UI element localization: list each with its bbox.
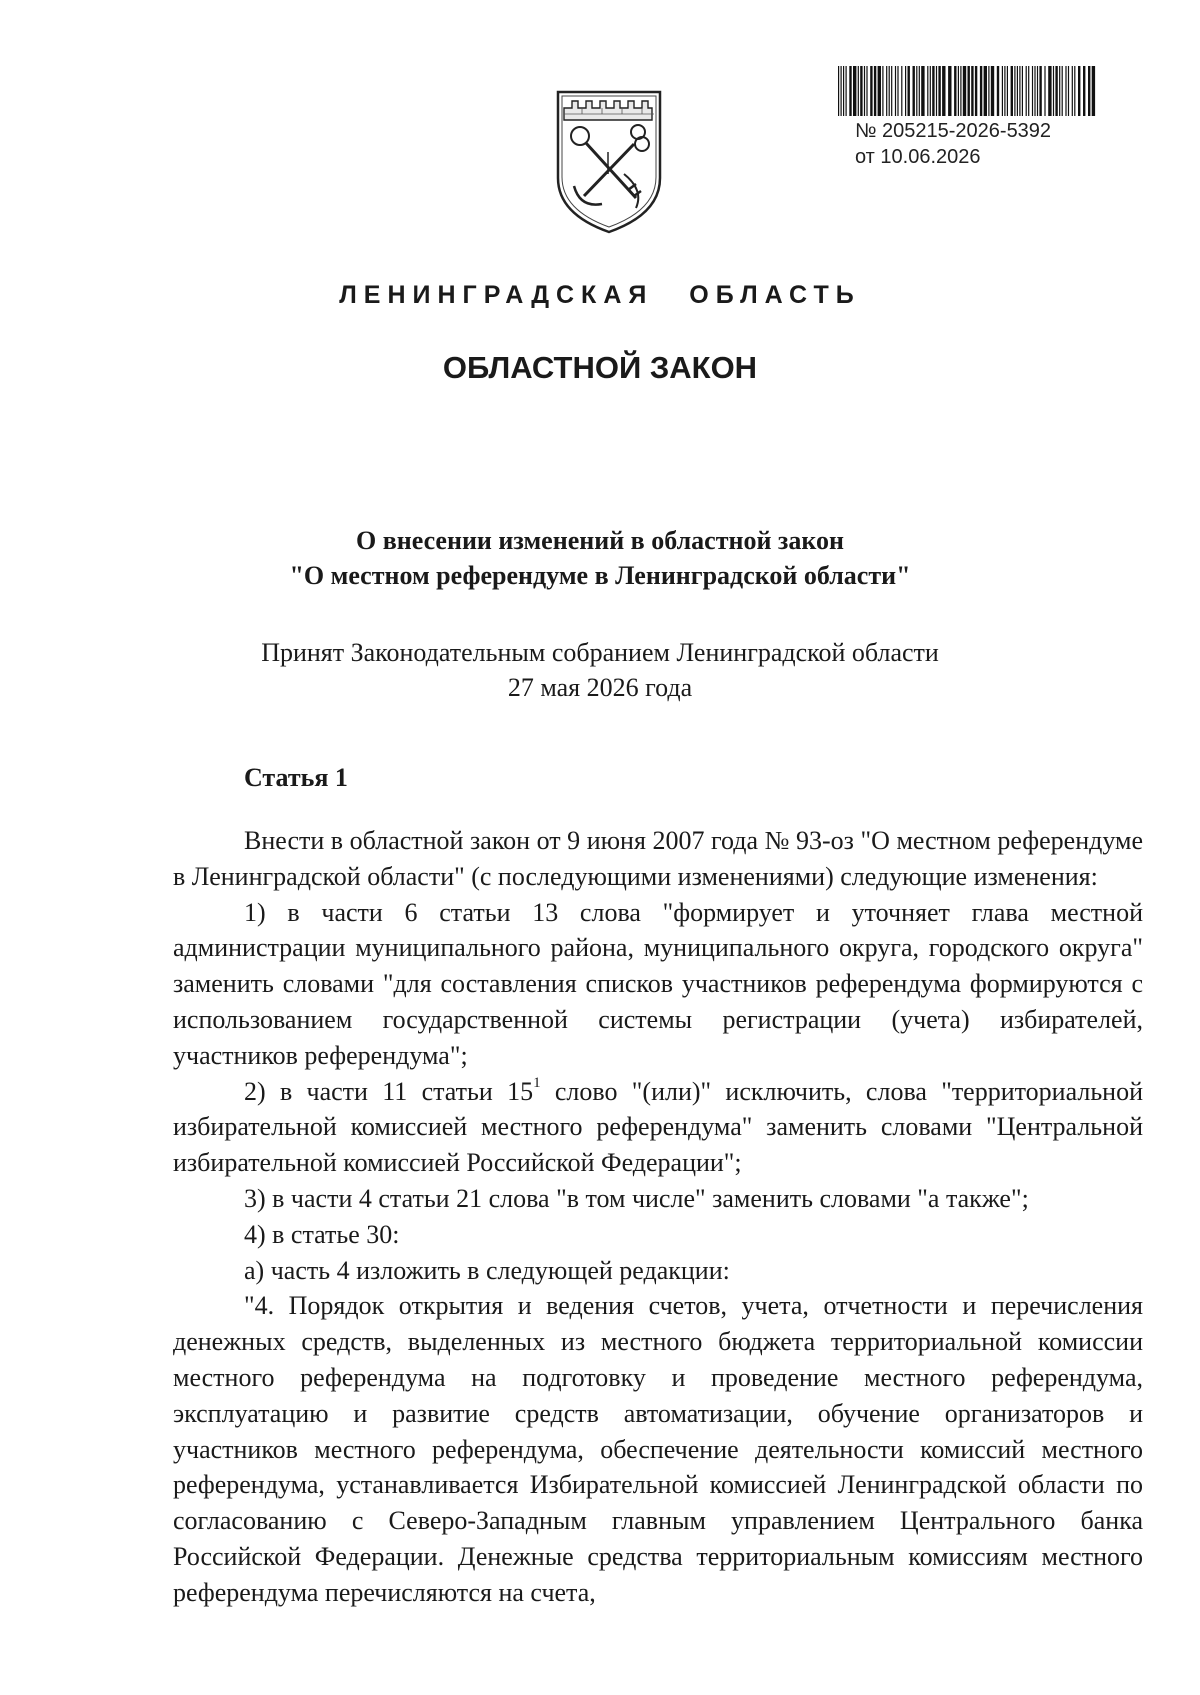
paragraph-item-3: 3) в части 4 статьи 21 слова "в том числе" заменить словами "а также"; bbox=[244, 1183, 1029, 1213]
paragraph-subitem-a: а) часть 4 изложить в следующей редакции: bbox=[244, 1255, 730, 1285]
paragraph-item-1: 1) в части 6 статьи 13 слова "формирует и уточняет глава местной администрации муниципального района, муниципального округа, городского округа" заменить словами "для составления списков участников референдума формируются с использованием государственной системы регистрации (учета) избирателей, участников референдума"; bbox=[173, 897, 1143, 1070]
barcode-bar bbox=[1083, 66, 1085, 116]
barcode-bar bbox=[901, 66, 902, 116]
barcode-bar bbox=[921, 66, 924, 116]
barcode-bar bbox=[1062, 66, 1063, 116]
barcode-bar bbox=[938, 66, 940, 116]
barcode-bar bbox=[908, 66, 910, 116]
barcode-bar bbox=[960, 66, 961, 116]
paragraph-item-2 bbox=[173, 1074, 1143, 1181]
barcode-bar bbox=[942, 66, 945, 116]
barcode-bar bbox=[895, 66, 896, 116]
region-name: ЛЕНИНГРАДСКАЯ ОБЛАСТЬ bbox=[339, 281, 861, 309]
barcode bbox=[836, 66, 1097, 116]
barcode-bar bbox=[882, 66, 883, 116]
barcode-bar bbox=[878, 66, 881, 116]
registration-number: № 205215-2026-5392 bbox=[855, 120, 1052, 142]
barcode-bar bbox=[1068, 66, 1069, 116]
barcode-bar bbox=[971, 66, 973, 116]
barcode-bar bbox=[1037, 66, 1038, 116]
barcode-bar bbox=[1017, 66, 1018, 116]
barcode-bar bbox=[860, 66, 862, 116]
barcode-bar bbox=[1065, 66, 1066, 116]
barcode-bar bbox=[975, 66, 977, 116]
barcode-bar bbox=[968, 66, 970, 116]
barcode-bar bbox=[853, 66, 856, 116]
barcode-bar bbox=[1032, 66, 1033, 116]
barcode-bar bbox=[1019, 66, 1020, 116]
barcode-bar bbox=[919, 66, 920, 116]
barcode-bar bbox=[838, 66, 839, 116]
barcode-bar bbox=[963, 66, 966, 116]
barcode-bar bbox=[841, 66, 842, 116]
barcode-bar bbox=[1092, 66, 1095, 116]
barcode-bar bbox=[913, 66, 915, 116]
barcode-bar bbox=[870, 66, 872, 116]
barcode-bar bbox=[1059, 66, 1060, 116]
barcode-bar bbox=[930, 66, 931, 116]
item-2-text-end: слово "(или)" исключить, слова "территориальной избирательной комиссией местного референдума" заменить словами "Центральной избирательной комиссией Российской Федерации"; bbox=[173, 1076, 1143, 1178]
barcode-bar bbox=[936, 66, 937, 116]
barcode-bar bbox=[954, 66, 956, 116]
barcode-bar bbox=[1026, 66, 1027, 116]
barcode-bar bbox=[1072, 66, 1073, 116]
barcode-bar bbox=[1028, 66, 1029, 116]
article-body bbox=[173, 823, 1143, 1611]
barcode-bar bbox=[1078, 66, 1080, 116]
barcode-bar bbox=[1039, 66, 1041, 116]
barcode-bar bbox=[897, 66, 898, 116]
barcode-bar bbox=[1007, 66, 1008, 116]
adoption-note bbox=[0, 635, 1200, 705]
barcode-bar bbox=[991, 66, 994, 116]
coat-of-arms-emblem bbox=[552, 86, 666, 234]
registration-date: от 10.06.2026 bbox=[855, 146, 981, 168]
barcode-bar bbox=[864, 66, 865, 116]
adoption-date: 27 мая 2026 года bbox=[507, 673, 693, 702]
barcode-bar bbox=[1011, 66, 1013, 116]
barcode-bar bbox=[858, 66, 859, 116]
barcode-bar bbox=[1074, 66, 1075, 116]
barcode-bar bbox=[1022, 66, 1023, 116]
adoption-body: Принят Законодательным собранием Ленинградской области bbox=[261, 638, 939, 667]
article-heading: Статья 1 bbox=[244, 763, 348, 792]
paragraph-intro: Внести в областной закон от 9 июня 2007 года № 93-оз "О местном референдуме в Ленинградской области" (с последующими изменениями) следующие изменения: bbox=[173, 826, 1143, 891]
superscript-index: 1 bbox=[533, 1074, 541, 1091]
barcode-bar bbox=[948, 66, 951, 116]
barcode-bar bbox=[849, 66, 851, 116]
barcode-bar bbox=[1034, 66, 1035, 116]
barcode-bar bbox=[886, 66, 887, 116]
barcode-bar bbox=[1053, 66, 1054, 116]
paragraph-quoted-part-4: "4. Порядок открытия и ведения счетов, учета, отчетности и перечисления денежных средств, выделенных из местного бюджета территориальной комиссии местного референдума на подготовку и проведение местного референдума, эксплуатацию и развитие средств автоматизации, обучение организаторов и участников местного референдума, обеспечение деятельности комиссий местного референдума, устанавливается Избирательной комиссией Ленинградской области по согласованию с Северо-Западным главным управлением Центрального банка Российской Федерации. Денежные средства территориальным комиссиям местного референдума перечисляются на счета, bbox=[173, 1291, 1143, 1607]
barcode-bar bbox=[984, 66, 987, 116]
barcode-bar bbox=[846, 66, 847, 116]
law-title bbox=[0, 523, 1200, 593]
barcode-bar bbox=[1048, 66, 1051, 116]
barcode-bar bbox=[905, 66, 906, 116]
registration-block bbox=[855, 118, 1051, 170]
barcode-bar bbox=[980, 66, 982, 116]
barcode-bar bbox=[997, 66, 999, 116]
barcode-bar bbox=[1044, 66, 1045, 116]
document-type: ОБЛАСТНОЙ ЗАКОН bbox=[442, 350, 758, 385]
barcode-bar bbox=[1088, 66, 1090, 116]
barcode-bar bbox=[1014, 66, 1015, 116]
barcode-bar bbox=[1055, 66, 1057, 116]
barcode-bar bbox=[927, 66, 928, 116]
barcode-bar bbox=[874, 66, 876, 116]
law-title-line-1: О внесении изменений в областной закон bbox=[355, 526, 845, 555]
barcode-bar bbox=[958, 66, 959, 116]
barcode-bar bbox=[988, 66, 989, 116]
barcode-bar bbox=[916, 66, 917, 116]
law-title-line-2: "О местном референдуме в Ленинградской области" bbox=[289, 561, 911, 590]
item-2-text-start: 2) в части 11 статьи 15 bbox=[244, 1076, 534, 1106]
barcode-bar bbox=[866, 66, 867, 116]
barcode-bar bbox=[932, 66, 934, 116]
paragraph-item-4: 4) в статье 30: bbox=[244, 1219, 400, 1249]
barcode-bar bbox=[843, 66, 844, 116]
barcode-bar bbox=[1004, 66, 1005, 116]
barcode-bar bbox=[891, 66, 892, 116]
barcode-bar bbox=[889, 66, 890, 116]
barcode-bar bbox=[1002, 66, 1003, 116]
